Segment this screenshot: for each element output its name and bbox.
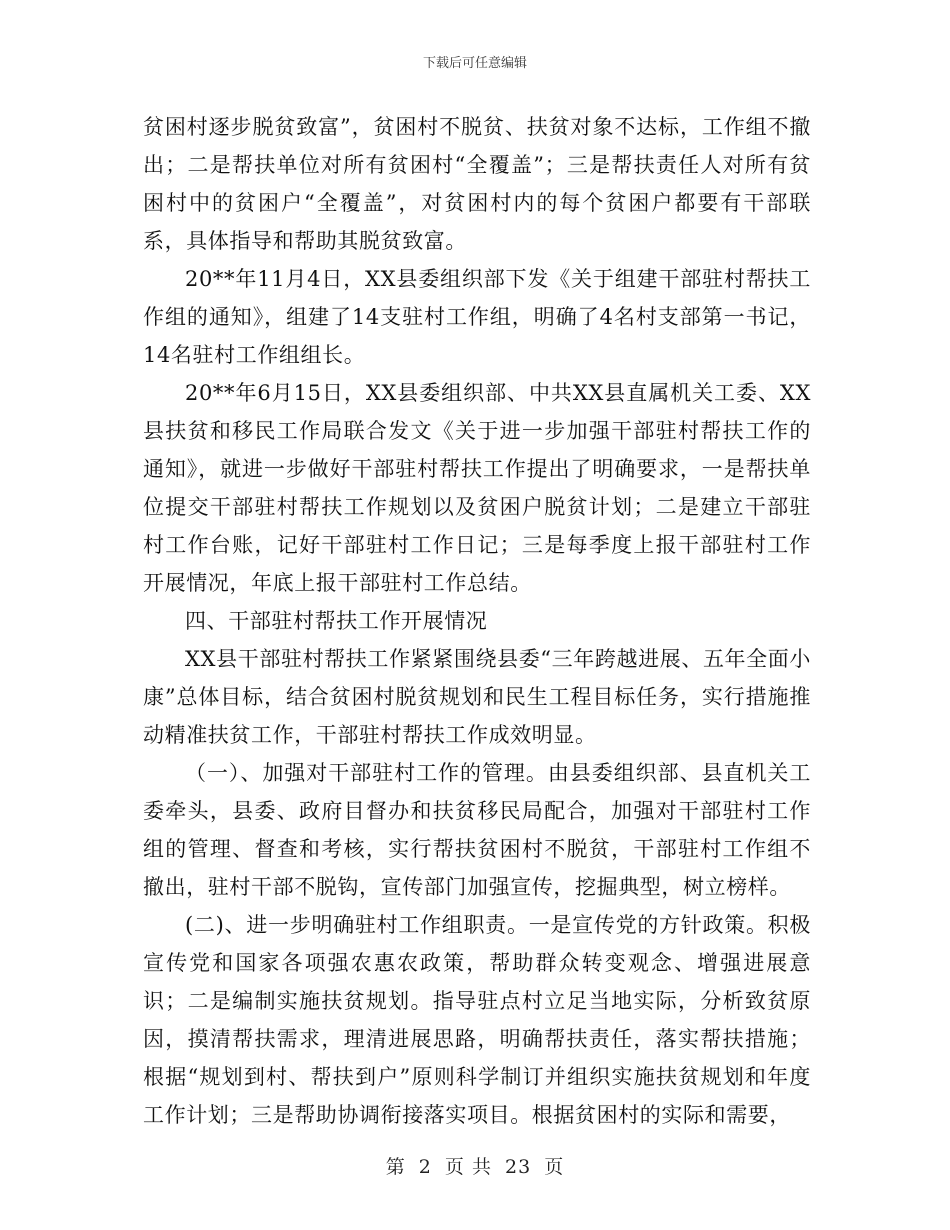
document-body [143, 108, 811, 1134]
paragraph-6: （一）、加强对干部驻村工作的管理。由县委组织部、县直机关工委牵头，县委、政府目督办和扶贫移民局配合，加强对干部驻村工作组的管理、督查和考核，实行帮扶贫困村不脱贫，干部驻村工作组不撤出，驻村干部不脱钩，宣传部门加强宣传，挖掘典型，树立榜样。 [143, 761, 811, 899]
footer-middle: 页 共 [444, 1156, 492, 1178]
footer-suffix: 页 [544, 1156, 565, 1178]
section-heading-4: 四、干部驻村帮扶工作开展情况 [185, 609, 488, 633]
page-header: 下载后可任意编辑 [422, 56, 527, 71]
paragraph-3: 20**年6月15日，XX县委组织部、中共XX县直属机关工委、XX县扶贫和移民工作局联合发文《关于进一步加强干部驻村帮扶工作的通知》，就进一步做好干部驻村帮扶工作提出了明确要求，一是帮扶单位提交干部驻村帮扶工作规划以及贫困户脱贫计划；二是建立干部驻村工作台账，记好干部驻村工作日记；三是每季度上报干部驻村工作开展情况，年底上报干部驻村工作总结。 [143, 381, 811, 595]
paragraph-7: (二)、进一步明确驻村工作组职责。一是宣传党的方针政策。积极宣传党和国家各项强农惠农政策，帮助群众转变观念、增强进展意识；二是编制实施扶贫规划。指导驻点村立足当地实际，分析致贫原因，摸清帮扶需求，理清进展思路，明确帮扶责任，落实帮扶措施；根据“规划到村、帮扶到户”原则科学制订并组织实施扶贫规划和年度工作计划；三是帮助协调衔接落实项目。根据贫困村的实际和需要， [143, 913, 811, 1127]
page-footer [0, 1152, 950, 1179]
total-pages: 23 [505, 1156, 532, 1178]
paragraph-1: 贫困村逐步脱贫致富”，贫困村不脱贫、扶贫对象不达标，工作组不撤出；二是帮扶单位对所有贫困村“全覆盖”；三是帮扶责任人对所有贫困村中的贫困户“全覆盖”，对贫困村内的每个贫困户都要有干部联系，具体指导和帮助其脱贫致富。 [143, 115, 811, 253]
page-number: 2 [418, 1156, 432, 1178]
paragraph-2: 20**年11月4日，XX县委组织部下发《关于组建干部驻村帮扶工作组的通知》，组建了14支驻村工作组，明确了4名村支部第一书记，14名驻村工作组组长。 [143, 267, 811, 367]
footer-prefix: 第 [385, 1156, 406, 1178]
paragraph-5: XX县干部驻村帮扶工作紧紧围绕县委“三年跨越进展、五年全面小康”总体目标，结合贫困村脱贫规划和民生工程目标任务，实行措施推动精准扶贫工作，干部驻村帮扶工作成效明显。 [143, 647, 811, 747]
